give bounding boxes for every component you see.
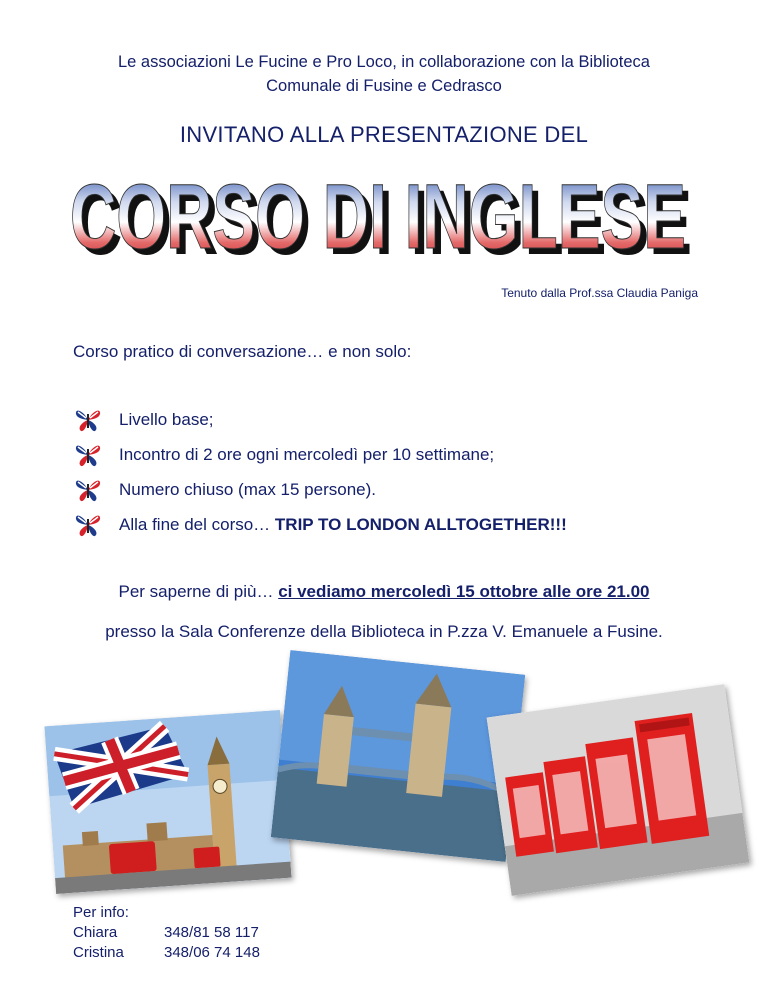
teacher-credit: Tenuto dalla Prof.ssa Claudia Paniga xyxy=(501,286,698,300)
photo-telephone-boxes xyxy=(487,684,750,896)
contact-row xyxy=(73,944,260,961)
course-description: Corso pratico di conversazione… e non solo: xyxy=(73,342,412,361)
banner-text: CORSO DI INGLESE xyxy=(70,166,686,268)
bullet-text: Alla fine del corso… TRIP TO LONDON ALLTOGETHER!!! xyxy=(119,515,567,534)
bullet-text: Livello base; xyxy=(119,410,214,429)
butterfly-icon xyxy=(73,511,103,539)
photo-tower-bridge xyxy=(271,650,525,862)
bullet-text: Incontro di 2 ore ogni mercoledì per 10 settimane; xyxy=(119,445,495,464)
intro-text xyxy=(40,50,728,98)
bullet-text: Numero chiuso (max 15 persone). xyxy=(119,480,377,499)
butterfly-icon xyxy=(73,476,103,504)
list-item xyxy=(73,440,494,470)
banner-shadow: CORSO DI INGLESE xyxy=(76,172,692,270)
contact-name: Cristina xyxy=(73,944,124,961)
list-item xyxy=(73,510,567,540)
butterfly-icon xyxy=(73,441,103,469)
info-label: Per info: xyxy=(73,904,129,921)
list-item xyxy=(73,475,376,505)
contact-row xyxy=(73,924,259,941)
list-item xyxy=(73,405,214,435)
intro-line-1: Le associazioni Le Fucine e Pro Loco, in collaborazione con la Biblioteca xyxy=(118,53,650,71)
butterfly-icon xyxy=(73,406,103,434)
intro-line-2: Comunale di Fusine e Cedrasco xyxy=(266,77,502,95)
contact-phone: 348/81 58 117 xyxy=(164,924,259,941)
course-title-banner xyxy=(62,160,702,270)
event-venue: presso la Sala Conferenze della Biblioteca in P.zza V. Emanuele a Fusine. xyxy=(105,622,663,641)
event-announcement: Per saperne di più… ci vediamo mercoledì 15 ottobre alle ore 21.00 xyxy=(118,582,650,601)
trip-highlight: TRIP TO LONDON ALLTOGETHER!!! xyxy=(274,515,567,534)
photo-big-ben xyxy=(44,710,291,894)
contact-phone: 348/06 74 148 xyxy=(164,944,260,961)
event-date: ci vediamo mercoledì 15 ottobre alle ore 21.00 xyxy=(278,582,650,601)
invite-heading: INVITANO ALLA PRESENTAZIONE DEL xyxy=(179,122,589,147)
contact-name: Chiara xyxy=(73,924,118,941)
